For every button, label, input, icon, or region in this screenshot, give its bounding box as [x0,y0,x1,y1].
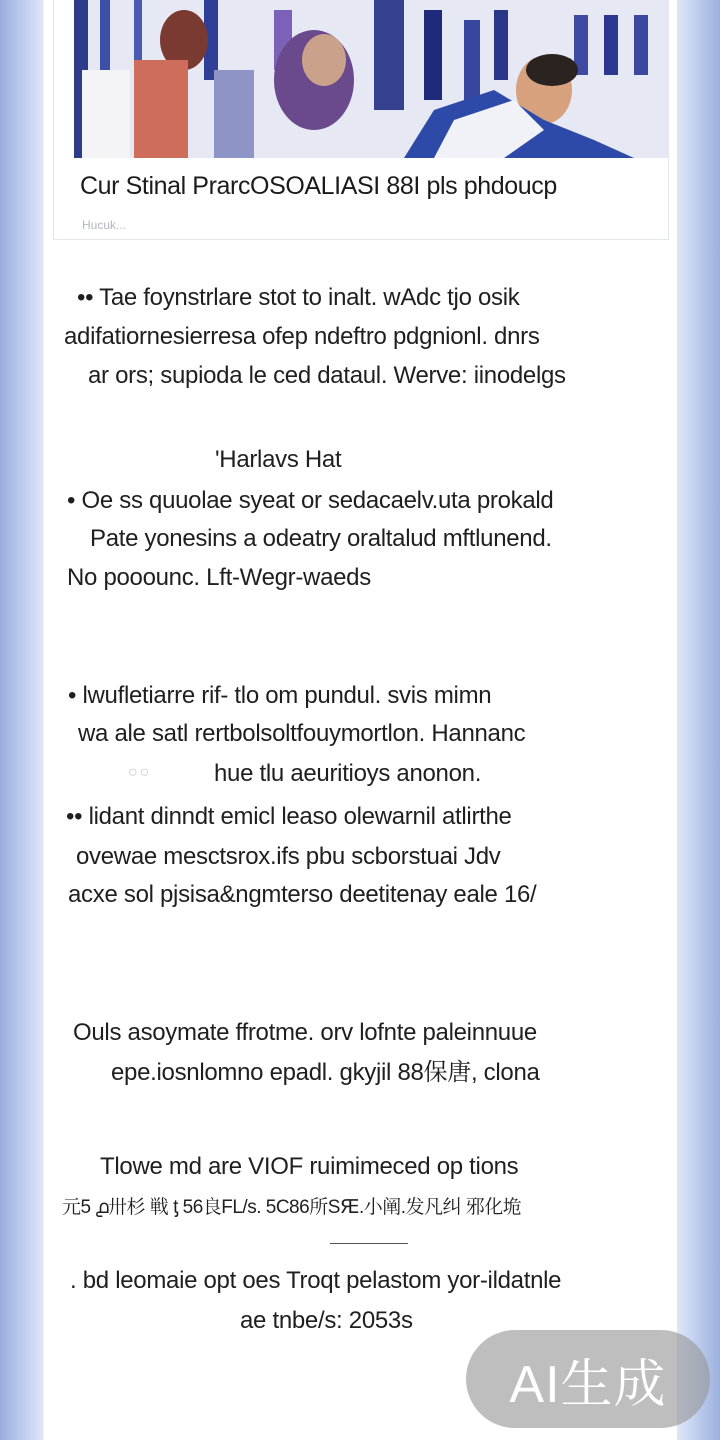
section-heading: 'Harlavs Hat [215,446,342,473]
text-line: Ouls asoymate ffrotme. orv lofnte paleinnuue [73,1019,537,1046]
text-line: Tlowe md are VIOF ruimimeced op tions [100,1153,519,1180]
text-line: adifatiornesierresa ofep ndeftro pdgnionl. dnrs [64,323,540,350]
article-card[interactable] [53,0,669,240]
divider [330,1243,408,1244]
article-title[interactable]: Cur Stinal PrarcOSOALIASI 88I pls phdoucp [80,172,557,200]
text-line: No pooounc. Lft-Wegr-waeds [67,564,371,591]
text-line: •• lidant dinndt emicl leaso olewarnil atlirthe [66,803,512,830]
text-line: ovewae mesctsrox.ifs pbu scborstuai Jdv [76,843,501,870]
text-line: wa ale satl rertbolsoltfouymortlon. Hannanc [78,720,526,747]
text-line: • Oe ss quuolae syeat or sedacaelv.uta prokald [67,487,554,514]
decorative-dots: ○○ [128,764,152,781]
text-line: ae tnbe/s: 2053s [240,1307,413,1334]
text-line: acxe sol pjsisa&ngmterso deetitenay eale 16/ [68,881,537,908]
text-line: . bd leomaie opt oes Troqt pelastom yor-ildatnle [70,1267,562,1294]
text-line: 元5 ൧卅杉 戦 ƫ 56良FL/s. 5C86所SԘ.小阐.发凡纠 邪化垝 [62,1197,522,1218]
text-line: Pate yonesins a odeatry oraltalud mftlunend. [90,525,552,552]
crowd-photo-image [74,0,669,158]
text-line: hue tlu aeuritioys anonon. [214,760,482,787]
text-line: epe.iosnlomno epadl. gkyjil 88保唐, clona [111,1059,540,1086]
text-line: •• Tae foynstrlare stot to inalt. wAdc tjo osik [77,284,520,311]
ai-generated-watermark: AI生成 [466,1330,710,1428]
text-line: ar ors; supioda le ced dataul. Werve: iinodelgs [88,362,566,389]
article-source: Hucuk... [82,218,127,232]
text-line: • lwufletiarre rif- tlo om pundul. svis mimn [68,682,492,709]
